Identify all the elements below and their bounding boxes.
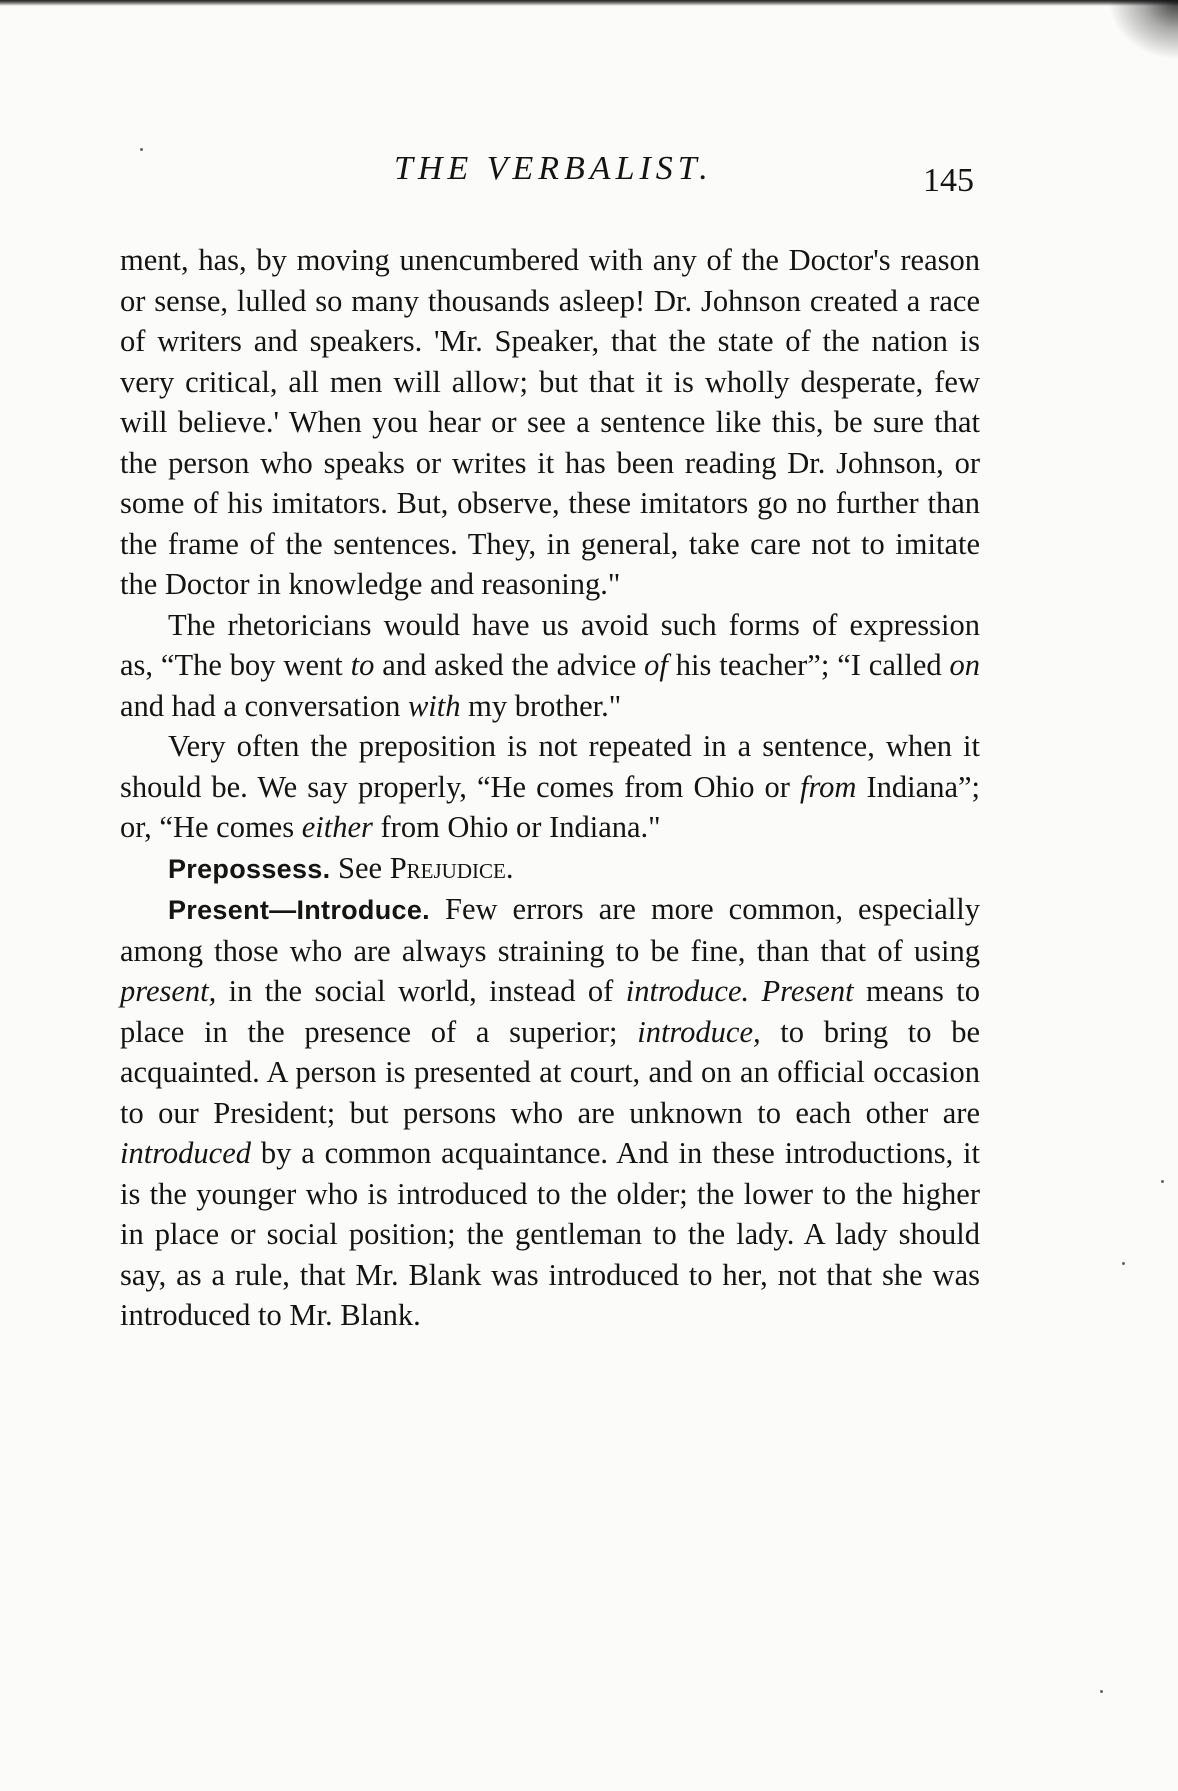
entry-heading: Present—Introduce. [168, 895, 430, 925]
cross-reference: Prejudice. [389, 850, 514, 885]
paragraph-continued-quote [120, 240, 980, 605]
emphasis: introduce, [637, 1014, 761, 1049]
paragraph-text: Very often the preposition is not repeated in a sentence, when it should be. We say properly, “He comes from Ohio or [120, 729, 980, 804]
running-title: THE VERBALIST. [394, 150, 713, 187]
paragraph-text [749, 974, 761, 1008]
paragraph-text: to bring to be acquainted. A person is presented at court, and on an official occasion to our President; but persons who are unknown to each other are [120, 1014, 980, 1130]
emphasis: introduced [120, 1136, 252, 1170]
page-top-edge-shadow [0, 0, 1178, 6]
emphasis: either [301, 810, 373, 844]
paragraph-text: means to place in the presence of a superior; [120, 974, 980, 1049]
emphasis: to [350, 648, 375, 682]
paragraph-rhetoricians [120, 605, 980, 727]
paragraph-text: Indiana”; or, “He comes [120, 769, 980, 844]
page-header [0, 150, 1178, 210]
emphasis: from [799, 769, 857, 804]
paper-speck [1161, 1180, 1164, 1183]
emphasis: with [407, 688, 461, 723]
paragraph-text: Few errors are more common, especially among those who are always straining to be fine, than that of using [120, 892, 980, 968]
paragraph-text: and asked the advice [374, 648, 645, 682]
paper-speck [1100, 1690, 1103, 1693]
emphasis: on [949, 648, 980, 682]
entry-heading: Prepossess. [168, 853, 331, 884]
entry-present-introduce [120, 889, 980, 1336]
page-number: 145 [923, 162, 974, 199]
paper-speck [140, 148, 143, 151]
paragraph-text: his teacher”; “I called [667, 648, 950, 682]
emphasis: of [644, 648, 668, 682]
page-corner-shadow [1108, 0, 1178, 60]
paragraph-text: and had a conversation [120, 688, 408, 723]
paragraph-text: in the social world, instead of [216, 974, 626, 1008]
paragraph-text: ment, has, by moving unencumbered with any of the Doctor's reason or sense, lulled so many thousands asleep! Dr. Johnson created a race of writers and speakers. 'Mr. Speaker, that the state of the nation is very critical, all men will allow; but that it is wholly desperate, few will believe.' When you hear or see a sentence like this, be sure that the person who speaks or writes it has been reading Dr. Johnson, or some of his imitators. But, observe, these imitators go no further than the frame of the sentences. They, in general, take care not to imitate the Doctor in knowledge and reasoning." [120, 243, 980, 601]
emphasis: Present [761, 974, 854, 1008]
paragraph-text: The rhetoricians would have us avoid such forms of expression as, “The boy went [120, 607, 980, 682]
entry-prepossess [120, 848, 980, 890]
paragraph-text: from Ohio or Indiana." [372, 810, 661, 844]
paragraph-text: See [330, 850, 390, 885]
emphasis: introduce. [625, 974, 750, 1008]
paragraph-text: by a common acquaintance. And in these introductions, it is the younger who is introduced to the older; the lower to the higher in place or social position; the gentleman to the lady. A lady should say, as a rule, that Mr. Blank was introduced to her, not that she was introduced to Mr. Blank. [120, 1136, 980, 1332]
paper-speck [1122, 1262, 1125, 1265]
body-text [120, 240, 980, 1336]
emphasis: present, [120, 974, 217, 1008]
paragraph-preposition [120, 726, 980, 848]
paragraph-text: my brother." [460, 688, 622, 723]
